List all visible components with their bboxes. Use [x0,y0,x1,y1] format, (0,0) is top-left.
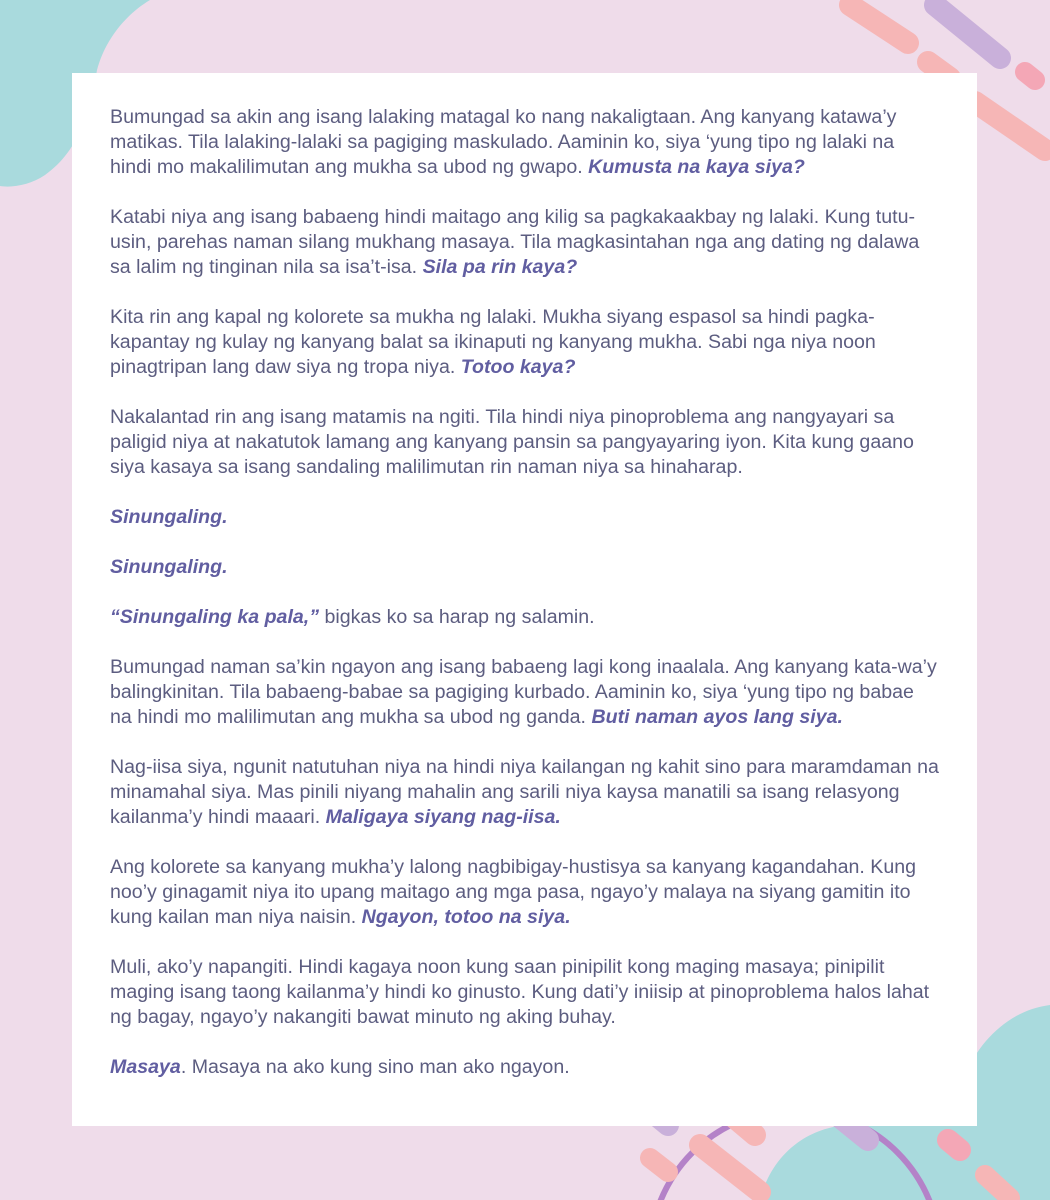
pink-stripe-7 [650,1158,668,1172]
emphasis-5: Sinungaling. [110,506,228,528]
paragraph-11: Muli, ako’y napangiti. Hindi kagaya noon kung saan pinipilit kong maging masaya; pinipilit maging isang taong kailanma’y hindi ko ginusto. Kung dati’y iniisip at pinoproblema halos lahat ng bagay, ngayo’y nakangiti bawat minuto ng aking buhay. [110,956,930,1028]
pink-stripe-3 [975,102,1045,150]
paragraph-6 [110,555,939,580]
emphasis-7: “Sinungaling ka pala,” [110,606,320,628]
emphasis-3: Totoo kaya? [460,356,576,378]
emphasis-2: Sila pa rin kaya? [422,256,578,278]
emphasis-8: Buti naman ayos lang siya. [591,706,843,728]
paragraph-10: Ang kolorete sa kanyang mukha’y lalong nagbibigay-hustisya sa kanyang kagandahan. Kung noo’y ginagamit niya ito upang maitago ang mga pasa, ngayo’y malaya na siyang gamitin ito kung kailan man niya naisin. Ngayon, totoo na siya. [110,856,917,928]
paragraph-8: Bumungad naman sa’kin ngayon ang isang babaeng lagi kong inaalala. Ang kanyang kata-wa’y balingkinitan. Tila babaeng-babae sa pagiging kurbado. Aaminin ko, siya ‘yung tipo ng babae na hindi mo malilimutan ang mukha sa ubod ng ganda. Buti naman ayos lang siya. [110,656,937,728]
purple-stripe-1 [935,5,1000,58]
paragraph-4: Nakalantad rin ang isang matamis na ngiti. Tila hindi niya pinoproblema ang nangyayari sa paligid niya at nakatutok lamang ang kanyang pansin sa pangyayaring iyon. Kita kung gaano siya kasaya sa isang sandaling malilimutan rin naman niya sa hinaharap. [110,406,914,478]
emphasis-10: Ngayon, totoo na siya. [361,906,571,928]
emphasis-12: Masaya [110,1056,181,1078]
pink-stripe-8 [948,1140,960,1150]
paragraph-7: “Sinungaling ka pala,” bigkas ko sa harap ng salamin. [110,606,595,628]
pink-stripe-6 [700,1145,760,1192]
pink-stripe-1 [850,5,908,43]
pink-stripe-4 [1025,72,1035,80]
paragraph-2: Katabi niya ang isang babaeng hindi maitago ang kilig sa pagkakaakbay ng lalaki. Kung tutu-usin, parehas naman silang mukhang masaya. Tila magkasintahan nga ang dating ng dalawa sa lalim ng tinginan nila sa isa’t-isa. Sila pa rin kaya? [110,206,920,278]
emphasis-9: Maligaya siyang nag-iisa. [325,806,561,828]
paragraph-12: Masaya. Masaya na ako kung sino man ako ngayon. [110,1056,570,1078]
emphasis-6: Sinungaling. [110,556,228,578]
emphasis-1: Kumusta na kaya siya? [588,156,805,178]
paragraph-5 [110,505,939,530]
paragraph-3: Kita rin ang kapal ng kolorete sa mukha ng lalaki. Mukha siyang espasol sa hindi pagka-kapantay ng kulay ng kanyang balat sa ikinaputi ng kanyang mukha. Sabi nga niya noon pinagtripan lang daw siya ng tropa niya. Totoo kaya? [110,306,876,378]
paragraph-1: Bumungad sa akin ang isang lalaking matagal ko nang nakaligtaan. Ang kanyang katawa’y matikas. Tila lalaking-lalaki sa pagiging maskulado. Aaminin ko, siya ‘yung tipo ng lalaki na hindi mo makalilimutan ang mukha sa ubod ng gwapo. Kumusta na kaya siya? [110,106,897,178]
paragraph-9: Nag-iisa siya, ngunit natutuhan niya na hindi niya kailangan ng kahit sino para maramdaman na minamahal siya. Mas pinili niyang mahalin ang sarili niya kaysa manatili sa isang relasyong kailanma’y hindi maaari. Maligaya siyang nag-iisa. [110,756,939,828]
text-card [72,73,977,1126]
